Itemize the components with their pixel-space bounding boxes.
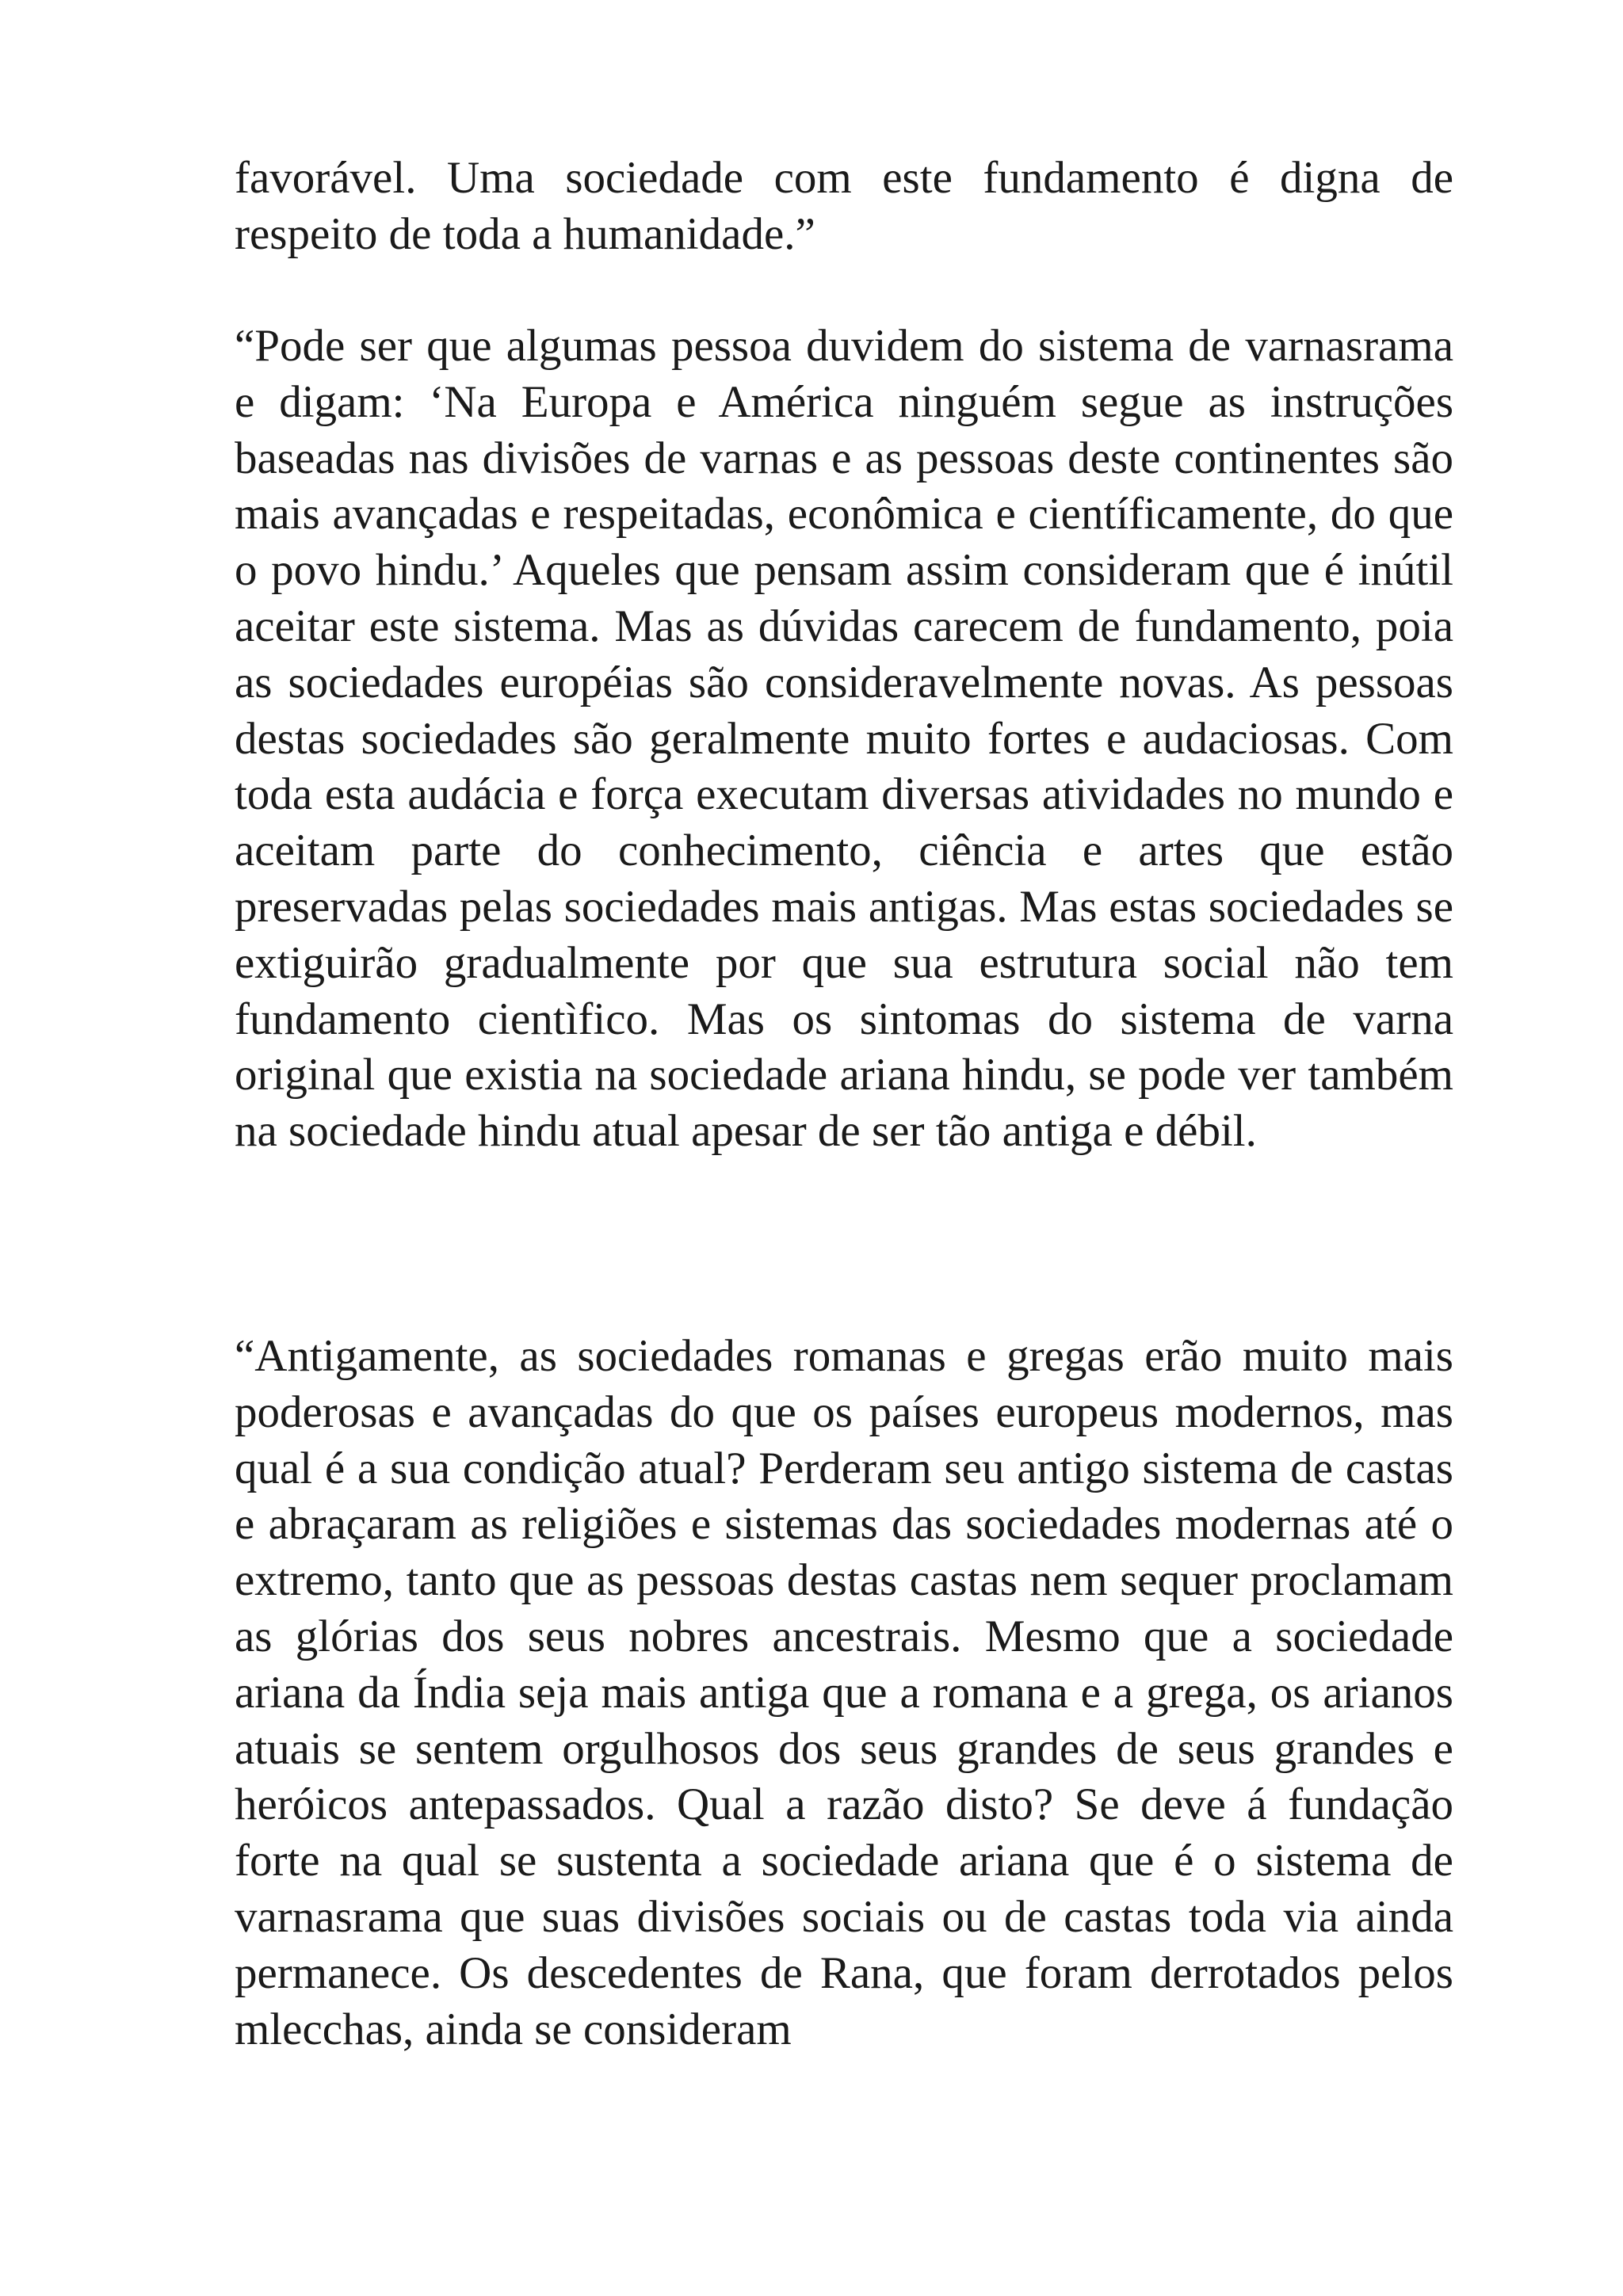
paragraph (235, 151, 1453, 263)
paragraph-text: “Pode ser que algumas pessoa duvidem do sistema de varnasrama e digam: ‘Na Europa e América ninguém segue as instruções baseadas nas divisões de varnas e as pessoas deste continentes são mais avançadas e respeitadas, econômica e científicamente, do que o povo hindu.’ Aqueles que pensam assim consideram que é inútil aceitar este sistema. Mas as dúvidas carecem de fundamento, poia as sociedades européias são consideravelmente novas. As pessoas destas sociedades são geralmente muito fortes e audaciosas. Com toda esta audácia e força executam diversas atividades no mundo e aceitam parte do conhecimento, ciência e artes que estão preservadas pelas sociedades mais antigas. Mas estas sociedades se extiguirão gradualmente por que sua estrutura social não tem fundamento cientìfico. Mas os sintomas do sistema de varna original que existia na sociedade ariana hindu, se pode ver também na sociedade hindu atual apesar de ser tão antiga e débil. (235, 321, 1453, 1157)
paragraph-text: “Antigamente, as sociedades romanas e gregas erão muito mais poderosas e avançadas do que os países europeus modernos, mas qual é a sua condição atual? Perderam seu antigo sistema de castas e abraçaram as religiões e sistemas das sociedades modernas até o extremo, tanto que as pessoas destas castas nem sequer proclamam as glórias dos seus nobres ancestrais. Mesmo que a sociedade ariana da Índia seja mais antiga que a romana e a grega, os arianos atuais se sentem orgulhosos dos seus grandes de seus grandes e heróicos antepassados. Qual a razão disto? Se deve á fundação forte na qual se sustenta a sociedade ariana que é o sistema de varnasrama que suas divisões sociais ou de castas toda via ainda permanece. Os descedentes de Rana, que foram derrotados pelos mlecchas, ainda se consideram (235, 1331, 1453, 2054)
paragraph (235, 1329, 1453, 2058)
paragraph-text: favorável. Uma sociedade com este fundamento é digna de respeito de toda a humanidade.” (235, 153, 1453, 259)
paragraph (235, 318, 1453, 1160)
